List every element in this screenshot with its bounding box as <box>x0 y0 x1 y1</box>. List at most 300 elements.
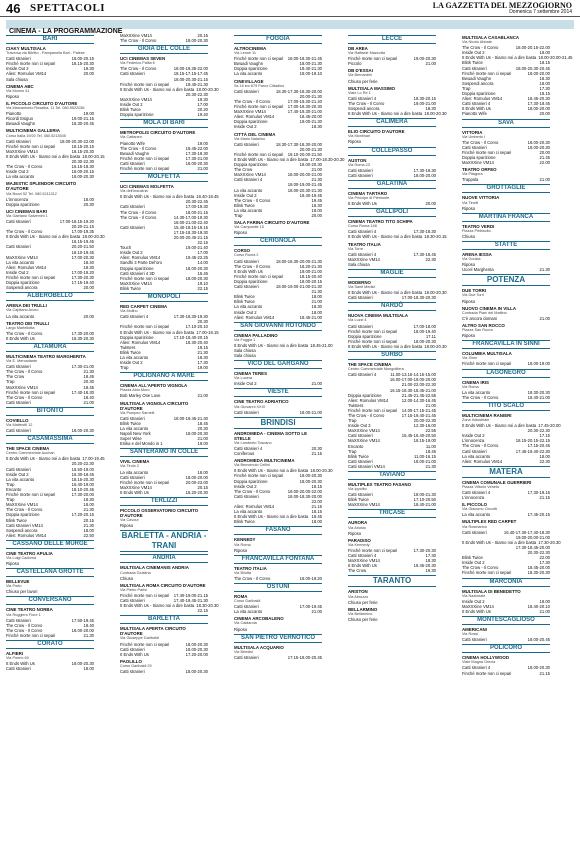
cinema-address: Via Caldarola <box>234 621 257 626</box>
showtimes: 18.00 <box>539 453 550 459</box>
film-title: Riposo <box>348 530 362 536</box>
showtime-row <box>348 173 436 178</box>
showtimes: 18.00-20.30 <box>299 478 322 484</box>
film-title: MaXXXine VM14 <box>120 484 152 490</box>
showtimes: 18.30 <box>425 558 436 564</box>
showtimes: 18.15 <box>311 509 322 515</box>
film-title: Catti stranieri <box>120 597 145 603</box>
cinema-name: TEATRO ITALIA <box>234 565 267 571</box>
film-title: Catti stranieri <box>234 88 259 94</box>
film-title: It Ends With Us <box>6 661 35 667</box>
showtimes: 18.30 <box>311 124 322 130</box>
showtimes: 18.15 <box>539 91 550 97</box>
cinema-name: METROPOLIS CIRCUITO D'AUTORE <box>120 130 196 136</box>
showtime-row <box>120 393 208 398</box>
film-title: Catti stranieri <box>234 258 259 264</box>
showtimes: 18.00-19.00-21.45 <box>287 182 322 188</box>
film-title: It Ends With Us - Siamo noi a dire basta <box>348 234 423 240</box>
listing-column <box>234 33 345 837</box>
film-title: Catti stranieri <box>120 646 145 652</box>
cinema-address: Via Campanile 15 <box>234 225 264 230</box>
showtimes: 17.45-19.40-22.30 <box>515 448 550 454</box>
film-title: Blink Twice <box>120 349 141 355</box>
film-title: La vita accanto <box>6 174 35 180</box>
showtimes: 18.30-20.30 <box>196 603 219 609</box>
showtime-row <box>6 336 94 341</box>
film-title: Riposo <box>234 547 248 553</box>
cinema-address: Via Santi Medici <box>348 285 376 290</box>
film-title: Catti stranieri <box>348 492 373 498</box>
showtimes: 17.15-18.30-19.30 <box>173 229 208 235</box>
showtimes: 22.55 <box>425 428 436 434</box>
showtime-row <box>6 533 94 538</box>
city-heading: BRINDISI <box>234 417 322 429</box>
showtimes: 18.00-20.00 <box>71 627 94 633</box>
showtime-row <box>462 637 550 642</box>
cinema-address: Via Lucera <box>234 376 253 381</box>
showtimes: 17.30-18.45 <box>413 251 436 257</box>
showtimes: 18.00-20.15 <box>71 169 94 175</box>
film-title: L'innocenza <box>462 438 485 444</box>
showtime-row <box>120 441 208 446</box>
film-title: The Crow - Il Corvo <box>6 507 43 513</box>
film-title: Inside Out 2 <box>462 560 485 566</box>
film-title: Finché morte non ci separi <box>462 670 512 676</box>
showtimes: 17.30-19.30 <box>413 167 436 173</box>
cinema-address: Viale Magna Grecia <box>462 660 496 665</box>
cinema-address: Piazza San Rocco <box>462 328 494 333</box>
showtimes: 18.00-20.30 <box>82 234 105 240</box>
showtime-row <box>234 381 322 386</box>
film-title: Finché morte non ci separi <box>6 632 56 638</box>
cinema-address: Ss 16 km 679 Parco Cittadino <box>234 83 285 88</box>
film-title: It Ends With Us - Siamo noi a dire basta <box>120 603 195 609</box>
showtimes: 21.00 <box>425 61 436 67</box>
showtime-row <box>462 267 550 272</box>
showtime-row <box>348 79 436 84</box>
showtimes: 18.00 <box>197 469 208 475</box>
showtimes: 21.00 <box>539 608 550 614</box>
cinema-name: CINEMA ARCOBALENO <box>234 616 284 622</box>
showtimes: 16.30-18.45 <box>71 471 94 477</box>
film-title: Blink Twice <box>462 60 483 66</box>
cinema-address: Via Poerio 69 <box>6 656 29 661</box>
showtimes: 17.30-19.15 <box>527 490 550 495</box>
showtime-row <box>6 77 94 82</box>
showtimes: 18.00-20.30 <box>527 144 550 150</box>
city-heading: CORATO <box>6 640 94 649</box>
showtime-row <box>6 666 94 671</box>
cinema-address: Piazza Aldo Moro <box>120 388 150 393</box>
city-heading: MARTINA FRANCA <box>462 213 550 222</box>
city-heading: NARDÒ <box>348 302 436 311</box>
film-title: The Crow - Il Corvo <box>234 263 271 269</box>
cinema-address: Via Ippolito <box>348 487 367 492</box>
film-title: Inside Out 2 <box>120 102 143 108</box>
showtimes: 16.15-18.30-18.45-21.00 <box>389 387 436 393</box>
film-title: Riposo <box>6 561 20 567</box>
cinema-address: Via Luzzi 4 <box>348 318 367 323</box>
showtimes: 19.30 <box>197 96 208 102</box>
cinema-address: Via Gaetano Salvemini 1 <box>6 213 48 218</box>
cinema-address: Via Benvenuto Cellini <box>234 463 271 468</box>
cinema-name: ALTROCINEMA <box>234 46 267 51</box>
showtimes: 18.30 <box>197 354 208 360</box>
showtime-row <box>234 124 322 129</box>
film-title: Catti stranieri <box>348 295 373 301</box>
showtimes: 18.30 <box>425 106 436 112</box>
cinema-name: AUSTON <box>348 157 367 163</box>
showtimes: 20.30 <box>311 446 322 451</box>
film-title: Riposo <box>462 298 476 304</box>
film-title: Doppia sparizione <box>462 91 496 97</box>
film-title: Catti stranieri <box>348 458 373 464</box>
city-heading: MONOPOLI <box>120 293 208 302</box>
showtime-row <box>462 234 550 239</box>
showtimes: 17.30-18.30-19.30 <box>173 314 208 320</box>
showtimes: 21.00 <box>197 393 208 399</box>
film-title: The Crow - Il Corvo <box>120 214 157 220</box>
cinema-name: MULTICINEMA TEATRO MARGHERITA <box>6 353 86 359</box>
showtime-row <box>462 671 550 676</box>
film-title: MaXXXine VM14 <box>348 256 380 262</box>
film-title: Inside Out 2 <box>6 269 29 275</box>
showtimes: 16.15-19.45 <box>71 239 94 245</box>
showtimes: 18.00 <box>83 196 94 202</box>
showtimes: 14.00-17.15-21.45 <box>401 407 436 413</box>
cinema-address: Via Porto <box>6 584 22 589</box>
cinema-name: VITTORIA <box>462 129 483 135</box>
showtime-row <box>462 316 550 321</box>
masthead: LA GAZZETTA DEL MEZZOGIORNO <box>432 1 572 10</box>
showtimes: 18.00-19.20 <box>299 575 322 581</box>
cinema-name: TEATRO VERDI <box>462 223 495 229</box>
cinema-name: DUE TORRI <box>462 288 487 294</box>
showtimes: 19.45-22.25 <box>185 255 208 261</box>
film-title: Doppia sparizione <box>348 392 382 398</box>
cinema-name: AMERICANI <box>462 626 487 632</box>
film-title: Catti stranieri 4 <box>462 101 491 107</box>
showtime-row <box>348 262 436 267</box>
showtimes: 18.45-20.30 <box>527 96 550 102</box>
film-title: Catti stranieri <box>462 529 487 535</box>
showtimes: 19.00-21.40 <box>185 245 208 251</box>
cinema-name: UCI CINEMAS BARI <box>6 208 47 214</box>
film-title: Doppia sparizione <box>234 278 268 284</box>
film-title: La vita accanto <box>462 389 491 395</box>
film-title: La vita accanto <box>234 509 263 515</box>
city-heading: ALTAMURA <box>6 343 94 352</box>
cinema-name: CINE TEATRO ADRIATICO <box>234 399 289 405</box>
showtimes: 18.45 <box>83 374 94 380</box>
showtimes: 21.00 <box>83 399 94 405</box>
cinema-name: CIAKY MULTISALA <box>6 46 46 51</box>
cinema-address: Via Ariosto <box>348 525 367 530</box>
cinema-name: CINEMA ABC <box>6 83 34 89</box>
cinema-address: Via Federico Pallia 6 <box>120 61 155 66</box>
showtime-row <box>6 633 94 638</box>
issue-date: Domenica 7 settembre 2014 <box>509 9 572 15</box>
showtime-row <box>120 608 208 613</box>
section-title: SPETTACOLI <box>30 2 106 14</box>
film-title: Finché morte non ci separi <box>348 328 398 334</box>
film-title: Catti stranieri <box>6 399 31 405</box>
showtimes: 19.00 <box>197 441 208 447</box>
film-title: Trap <box>6 481 15 487</box>
film-title: L'innocenza <box>462 495 485 501</box>
cinema-name: MULTISALA DI BENEDETTO <box>462 588 521 594</box>
showtimes: 21.30 <box>83 369 94 375</box>
film-title: Finché morte non ci separi <box>348 338 398 344</box>
cinema-name: CINEMA PALLADINO <box>234 332 278 338</box>
cinema-name: MULTICINEMA GALLERIA <box>6 128 60 134</box>
cinema-name: KENNEDY <box>234 537 256 543</box>
film-title: Catti stranieri <box>120 224 145 230</box>
showtimes: 15.45-16.40-20.50 <box>401 433 436 439</box>
showtimes: 20.30 <box>197 426 208 431</box>
film-title: The Crow - Il Corvo <box>462 565 499 571</box>
city-heading: MOLFETTA <box>120 173 208 182</box>
showtimes: 20.30-22.45 <box>185 199 208 205</box>
showtimes: 18.00-21.00 <box>413 458 436 464</box>
film-title: Finché morte non ci separi <box>462 70 512 76</box>
showtime-row <box>120 652 208 657</box>
film-title: Catti stranieri <box>6 617 31 623</box>
city-heading: FRANCAVILLA FONTANA <box>234 555 322 564</box>
showtimes: 18.00-20.00-21.00 <box>287 172 322 178</box>
film-title: Catti stranieri VM14 <box>348 463 385 469</box>
showtime-row <box>6 400 94 405</box>
cinema-name: UCI CINEMAS SEVEN <box>120 56 166 62</box>
city-heading: CALIMERA <box>348 118 436 127</box>
film-title: Doppia sparizione <box>6 201 40 207</box>
showtimes: 18.30 <box>83 497 94 503</box>
cinema-address: Piazza Plebiscito <box>462 228 491 233</box>
cinema-name: CINEMA HOLLYWOOD <box>462 655 509 661</box>
film-title: Chiuso per ferie <box>348 599 378 605</box>
city-heading: COLLEPASSO <box>348 147 436 156</box>
showtimes: 17.00-19.45 <box>299 604 322 610</box>
film-title: La vita accanto <box>234 207 263 213</box>
showtime-row <box>234 353 322 358</box>
film-title: Finché morte non ci separi <box>348 547 398 553</box>
showtimes: 18.40 <box>83 394 94 400</box>
showtimes: 18.15-20.30 <box>71 148 94 154</box>
showtimes: 19.00 <box>197 365 208 371</box>
film-title: Catti stranieri <box>348 433 373 439</box>
showtime-row <box>234 519 322 524</box>
city-heading: BARLETTA <box>120 615 208 624</box>
cinema-address: Via Pompeo Sarnelli <box>120 410 155 415</box>
film-title: Sala chiusa <box>234 347 256 353</box>
cinema-address: Via Roma <box>462 384 479 389</box>
film-title: It Ends With Us - Siamo noi a dire basta <box>234 468 309 474</box>
showtimes: 17.40-19.45-21.30 <box>173 597 208 603</box>
showtime-row <box>348 568 436 573</box>
film-title: Inside Out 2 <box>234 124 257 130</box>
showtimes: 20.00 <box>539 111 550 117</box>
showtimes: 18.00-20.30 <box>299 473 322 479</box>
film-title: Alien: Romulus VM14 <box>6 264 47 270</box>
film-title: The Crow - Il Corvo <box>234 98 271 104</box>
showtimes: 21.00 <box>311 299 322 305</box>
cinema-name: SALA FARINA CIRCUITO D'AUTORE <box>234 220 310 226</box>
showtimes: 17.30-20.30 <box>413 547 436 553</box>
showtimes: 14.00 <box>197 260 208 266</box>
cinema-name: PARADISO <box>348 537 371 543</box>
showtimes: 15.40-18.15-19.15 <box>173 224 208 230</box>
cinema-address: Via Leone 11 <box>234 51 257 56</box>
showtimes: 16.15-19.00 <box>413 438 436 444</box>
showtimes: 18.00-20.30 <box>185 265 208 271</box>
film-title: Finché morte non ci separi <box>120 592 170 598</box>
film-title: Catti stranieri 4 <box>234 177 263 183</box>
film-title: Blink Twice <box>234 294 255 300</box>
showtimes: 18.15-20.30 <box>71 61 94 67</box>
film-title: Catti stranieri 4 <box>234 446 263 451</box>
showtimes: 21.00 <box>311 381 322 387</box>
city-heading: FOGGIA <box>234 35 322 44</box>
showtimes: 17.40-18.30 <box>71 389 94 395</box>
cinema-address: Via Bozzi 52 Tel. 080.5211312 <box>6 191 57 196</box>
film-title: Blink Twice <box>234 519 255 525</box>
film-title: It Ends With Us - Siamo noi a dire basta <box>462 55 537 61</box>
city-heading: POTENZA <box>462 274 550 286</box>
film-title: Finché morte non ci separi <box>120 479 170 485</box>
film-title: La vita accanto <box>462 453 491 459</box>
film-title: The Crow - Il Corvo <box>234 488 271 494</box>
city-heading: ANDRIA <box>120 554 208 563</box>
showtimes: 12.00-14.30-16.45 <box>401 397 436 403</box>
film-title: MaXXXine VM14 <box>462 160 494 166</box>
film-title: The Crow <box>348 568 367 574</box>
cinema-address: Via Giuseppe Garibaldi <box>120 636 159 641</box>
showtimes: 19.00 <box>197 140 208 146</box>
city-heading: CONVERSANO <box>6 596 94 605</box>
film-title: Sospendi ancora <box>348 106 380 112</box>
film-title: MaXXXine VM14 <box>6 384 38 390</box>
showtimes: 17.30-20.30 <box>71 275 94 281</box>
cinema-name: MULTISALA CASABLANCA <box>462 35 520 40</box>
film-title: The Crow - Il Corvo <box>462 139 499 145</box>
film-title: Inside Out 2 <box>6 169 29 175</box>
showtimes: 18.00-20.30 <box>71 174 94 180</box>
showtimes: 18.00-18.30-20.00-21.30 <box>275 258 322 264</box>
showtimes: 21.30 <box>83 522 94 528</box>
cinema-name: NUOVA CINEMA MULTISALA <box>348 313 408 319</box>
showtime-row <box>6 285 94 290</box>
film-title: Catti stranieri <box>234 604 259 610</box>
showtime-row <box>348 464 436 469</box>
cinema-address: Via Rossi <box>462 632 478 637</box>
showtimes: 20.20-22.30 <box>71 461 94 467</box>
cinema-address: Piazza Vittorio Veneto <box>462 484 500 489</box>
film-title: Sala chiusa <box>348 261 370 267</box>
showtimes: 19.00-21.00 <box>299 268 322 274</box>
showtime-row <box>462 361 550 366</box>
showtimes: 18.00 <box>311 207 322 213</box>
film-title: Inside Out 2 <box>348 423 371 429</box>
cinema-address: Via Pitagora <box>462 172 483 177</box>
showtimes: 17.30-21.00 <box>71 364 94 370</box>
showtime-row <box>120 365 208 370</box>
cinema-name: MULTISALA VIGNOLA CIRCUITO D'AUTORE <box>120 400 189 411</box>
film-title: Catti stranieri <box>234 284 259 290</box>
showtimes: 17.30-19.30 <box>185 150 208 156</box>
film-title: Catti stranieri <box>462 144 487 150</box>
film-title: Finché morte non ci separi <box>120 324 170 330</box>
cinema-address: Centro Commerciale Auchan <box>6 451 55 456</box>
showtimes: 15.45 <box>197 270 208 276</box>
film-title: The Crow - Il Corvo <box>234 197 271 203</box>
film-title: Encanto <box>6 486 22 492</box>
showtimes: 18.00 <box>311 309 322 315</box>
showtimes: 18.30 <box>311 202 322 208</box>
film-title: It Ends With Us - Siamo noi a dire basta <box>120 194 195 200</box>
showtimes: 18.00-20.00 <box>413 172 436 178</box>
film-title: MaXXXine VM14 <box>6 502 38 508</box>
showtimes: 18.00-19.45-21.30 <box>173 415 208 421</box>
film-title: Finché morte non ci separi <box>120 275 170 281</box>
showtimes: 19.00-21.15 <box>71 116 94 122</box>
film-title: Trap <box>462 85 471 91</box>
showtime-row <box>234 655 322 660</box>
showtimes: 18.15-17.15-17.45 <box>173 71 208 77</box>
cinema-address: Largo Martellotta <box>6 325 35 330</box>
showtimes: 20.20-21.50 <box>71 244 94 250</box>
film-title: Catti stranieri <box>120 204 145 210</box>
city-heading: MARCONIA <box>462 578 550 587</box>
showtimes: 17.30 <box>539 560 550 566</box>
showtimes: 18.20-21.30 <box>299 263 322 269</box>
film-title: Finché morte non ci separi <box>120 165 170 171</box>
showtimes: 18.00-20.00 <box>527 106 550 112</box>
film-title: Doppia sparizione <box>6 280 40 286</box>
film-title: Finché morte non ci separi <box>6 275 56 281</box>
cinema-name: MULTIPLEX RED CARPET <box>462 519 517 525</box>
showtimes: 17.30-20.30 <box>538 539 561 545</box>
cinema-address: Contrada Piani del Mattino <box>462 310 507 315</box>
showtime-row <box>6 314 94 319</box>
showtimes: 19.30 <box>425 568 436 574</box>
showtime-row <box>348 139 436 144</box>
cinema-name: CINEMA ALL'APERTO VIGNOLA <box>120 383 188 389</box>
showtimes: 20.30 <box>197 319 208 325</box>
cinema-name: CINE TEATRO NORBA <box>6 607 53 613</box>
showtimes: 17.10-18.40-20.15 <box>173 334 208 340</box>
film-title: Chiuso <box>462 233 476 239</box>
film-title: It Ends With Us - Siamo noi a dire basta <box>234 156 309 162</box>
showtimes: 11.00-13.15-14.15-15.00 <box>390 372 436 378</box>
film-title: Uccel Marghenta <box>462 267 494 273</box>
section-band <box>6 20 574 35</box>
film-title: Bwuadi Vaughn <box>462 75 492 81</box>
film-title: Ricordi Esiguo <box>6 116 33 122</box>
cinema-address: Traversa via Bitritto - Pampanella Bari - Palese <box>6 51 85 56</box>
film-title: MaXXXine VM14 <box>120 33 152 38</box>
city-heading: SAN GIOVANNI ROTONDO <box>234 322 322 331</box>
film-title: Finché morte non ci separi <box>6 492 56 498</box>
film-title: Doppia sparizione <box>234 478 268 484</box>
showtime-row <box>348 111 447 117</box>
film-title: Encanto <box>348 443 364 449</box>
film-title: Finché morte non ci separi <box>234 151 284 157</box>
showtimes: 17.00-20.30 <box>71 254 94 260</box>
showtimes: 18.15-20.15 <box>71 143 94 149</box>
showtimes: 17.00-18.15 <box>196 329 219 335</box>
showtime-row <box>462 111 550 116</box>
film-title: Chiuso per lavori <box>6 589 38 595</box>
